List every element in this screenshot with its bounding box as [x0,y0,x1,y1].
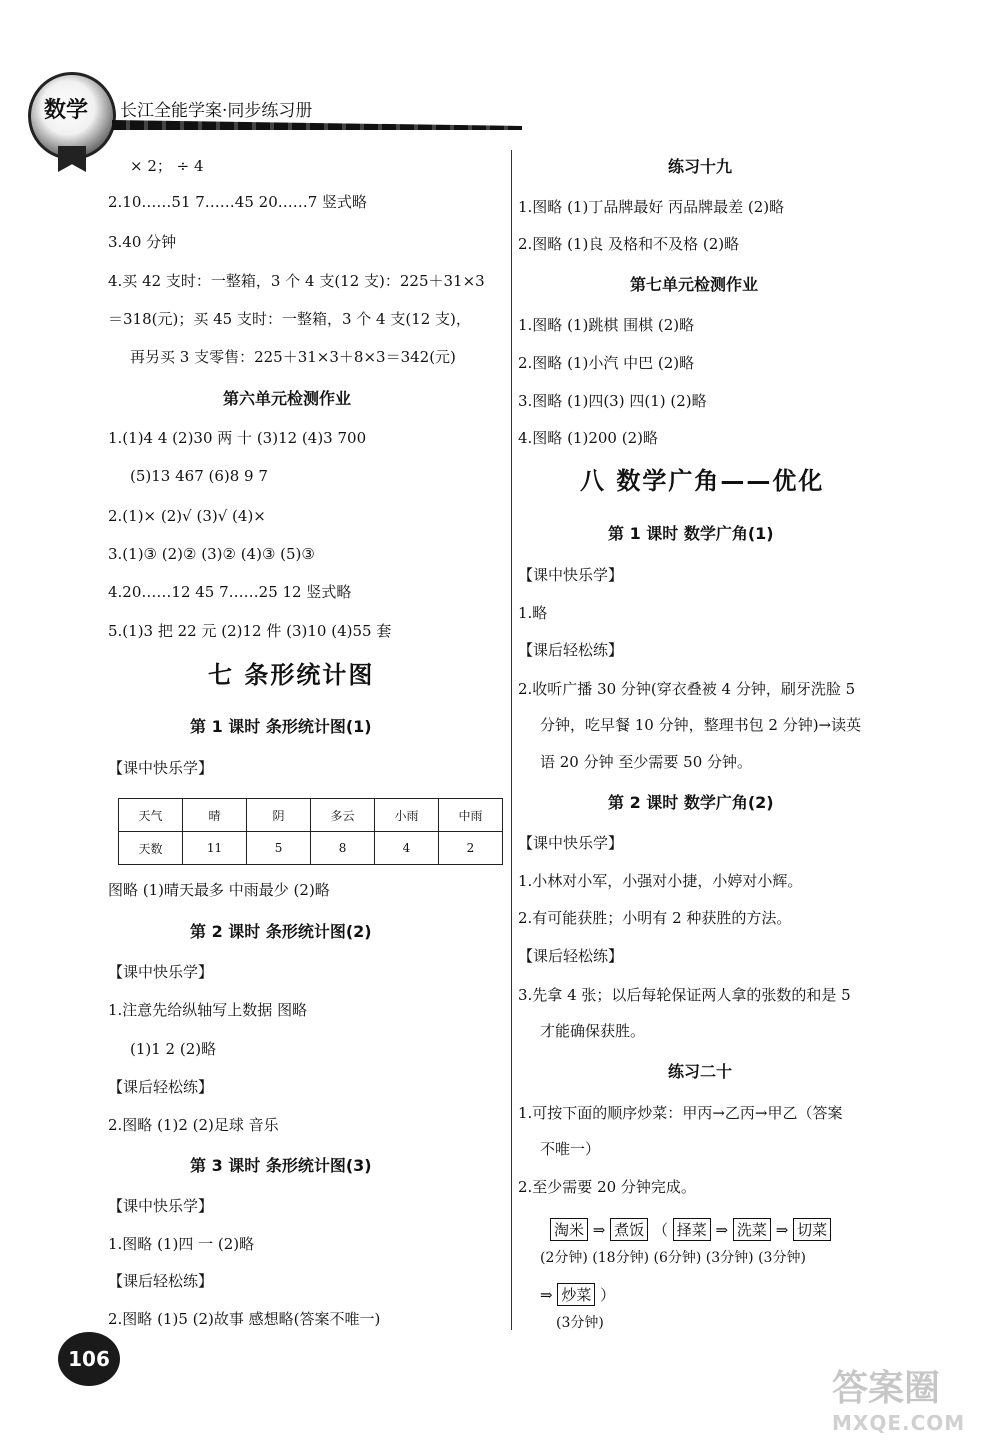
subject-badge-label: 数学 [43,98,88,123]
answer-line: 3.先拿 4 张；以后每轮保证两人拿的张数的和是 5 [518,986,851,1004]
unit-title: 七 条形统计图 [208,661,375,689]
answer-line: 1.小林对小军，小强对小捷，小婷对小辉。 [518,872,803,890]
table-cell: 11 [182,832,246,865]
page-header [18,66,538,166]
table-cell: 天气 [119,799,183,832]
answer-line: 不唯一） [540,1140,601,1158]
answer-line: 3.40 分钟 [108,233,177,251]
answer-line: 1.注意先给纵轴写上数据 图略 [108,1001,308,1019]
flow-duration: (3分钟) [705,1250,754,1266]
table-cell: 阴 [247,799,311,832]
open-paren: （ [652,1221,668,1239]
flow-step: 炒菜 [557,1283,595,1306]
section-tag: 【课中快乐学】 [518,834,624,852]
answer-line: 5.(1)3 把 22 元 (2)12 件 (3)10 (4)55 套 [108,622,392,640]
flow-step: 煮饭 [610,1218,648,1241]
section-tag: 【课后轻松练】 [108,1272,214,1290]
cooking-flow-continued [540,1283,615,1306]
section-tag: 【课中快乐学】 [108,759,214,777]
section-title: 第七单元检测作业 [630,275,759,294]
flow-step: 切菜 [793,1218,831,1241]
table-cell: 晴 [182,799,246,832]
arrow-icon: ⇒ [715,1221,729,1239]
answer-line: 才能确保获胜。 [540,1022,646,1040]
answer-line: × 2； ÷ 4 [130,157,204,175]
book-title: 长江全能学案·同步练习册 [120,101,313,121]
arrow-icon: ⇒ [540,1286,553,1304]
section-tag: 【课后轻松练】 [518,641,624,659]
table-cell: 多云 [311,799,375,832]
flow-step: 洗菜 [733,1218,771,1241]
answer-line: 4.20……12 45 7……25 12 竖式略 [108,583,352,601]
flow-step: 淘米 [550,1218,588,1241]
section-tag: 【课中快乐学】 [108,1197,214,1215]
answer-line: 3.(1)③ (2)② (3)② (4)③ (5)③ [108,545,315,563]
cooking-flow [550,1218,831,1241]
ribbon-icon [58,146,86,172]
answer-line: 图略 (1)晴天最多 中雨最少 (2)略 [108,881,330,899]
section-tag: 【课中快乐学】 [108,963,214,981]
answer-line: 2.10……51 7……45 20……7 竖式略 [108,193,368,211]
table-row [119,832,503,865]
section-tag: 【课中快乐学】 [518,566,624,584]
answer-line: 2.(1)× (2)√ (3)√ (4)× [108,507,266,525]
answer-line: 4.买 42 支时：一整箱，3 个 4 支(12 支)：225＋31×3 [108,272,485,290]
arrow-icon: ⇒ [775,1221,789,1239]
table-row [119,799,503,832]
answer-line: 2.图略 (1)5 (2)故事 感想略(答案不唯一) [108,1310,381,1328]
answer-line: 分钟，吃早餐 10 分钟，整理书包 2 分钟)→读英 [540,716,862,734]
lesson-title: 第 2 课时 条形统计图(2) [190,922,372,941]
watermark-url: MXQE.COM [832,1411,966,1435]
answer-line: ＝318(元)；买 45 支时：一整箱，3 个 4 支(12 支)， [108,310,471,328]
answer-line: 语 20 分钟 至少需要 50 分钟。 [540,753,753,771]
watermark-logo: 答案圈 [832,1368,941,1409]
lesson-title: 第 1 课时 条形统计图(1) [190,717,372,736]
answer-line: 1.可按下面的顺序炒菜：甲丙→乙丙→甲乙（答案 [518,1104,843,1122]
answer-line: 1.图略 (1)四 一 (2)略 [108,1235,255,1253]
section-title: 练习十九 [668,157,733,176]
table-cell: 4 [375,832,439,865]
answer-line: 2.图略 (1)良 及格和不及格 (2)略 [518,235,740,253]
answer-line: 2.图略 (1)小汽 中巴 (2)略 [518,354,695,372]
table-cell: 天数 [119,832,183,865]
section-tag: 【课后轻松练】 [108,1078,214,1096]
section-title: 练习二十 [668,1062,733,1081]
answer-line: 4.图略 (1)200 (2)略 [518,429,658,447]
flow-duration: (6分钟) [653,1250,702,1266]
answer-line: 再另买 3 支零售：225＋31×3＋8×3＝342(元) [130,348,456,366]
answer-line: 2.图略 (1)2 (2)足球 音乐 [108,1116,279,1134]
section-title: 第六单元检测作业 [223,389,352,408]
answer-line: 1.(1)4 4 (2)30 两 十 (3)12 (4)3 700 [108,429,367,447]
flow-duration: (3分钟) [758,1250,806,1266]
lesson-title: 第 3 课时 条形统计图(3) [190,1156,372,1175]
flow-duration: (18分钟) [592,1250,650,1266]
answer-line: 2.收听广播 30 分钟(穿衣叠被 4 分钟，刷牙洗脸 5 [518,680,856,698]
table-cell: 5 [247,832,311,865]
answer-line: 3.图略 (1)四(3) 四(1) (2)略 [518,392,707,410]
column-divider [511,150,512,1330]
lesson-title: 第 1 课时 数学广角(1) [608,524,774,543]
header-decoration-bar [112,120,522,130]
weather-table [118,798,503,865]
close-paren: ） [600,1286,616,1304]
answer-line: 1.略 [518,604,548,622]
answer-line: 2.有可能获胜；小明有 2 种获胜的方法。 [518,909,792,927]
answer-line: 1.图略 (1)丁品牌最好 丙品牌最差 (2)略 [518,198,785,216]
answer-line: 1.图略 (1)跳棋 围棋 (2)略 [518,316,695,334]
page-number: 106 [58,1332,120,1386]
arrow-icon: ⇒ [592,1221,606,1239]
watermark [832,1360,992,1435]
table-cell: 2 [438,832,502,865]
answer-line: 2.至少需要 20 分钟完成。 [518,1178,696,1196]
flow-durations [540,1247,806,1267]
answer-line: (5)13 467 (6)8 9 7 [130,467,268,485]
flow-duration: (3分钟) [556,1315,604,1331]
flow-duration: (2分钟) [540,1250,588,1266]
page-number-badge [58,1326,128,1396]
table-cell: 小雨 [375,799,439,832]
answer-line: (1)1 2 (2)略 [130,1040,217,1058]
flow-step: 择菜 [673,1218,711,1241]
unit-title: 八 数学广角——优化 [580,467,825,495]
table-cell: 8 [311,832,375,865]
lesson-title: 第 2 课时 数学广角(2) [608,793,774,812]
table-cell: 中雨 [438,799,502,832]
section-tag: 【课后轻松练】 [518,947,624,965]
